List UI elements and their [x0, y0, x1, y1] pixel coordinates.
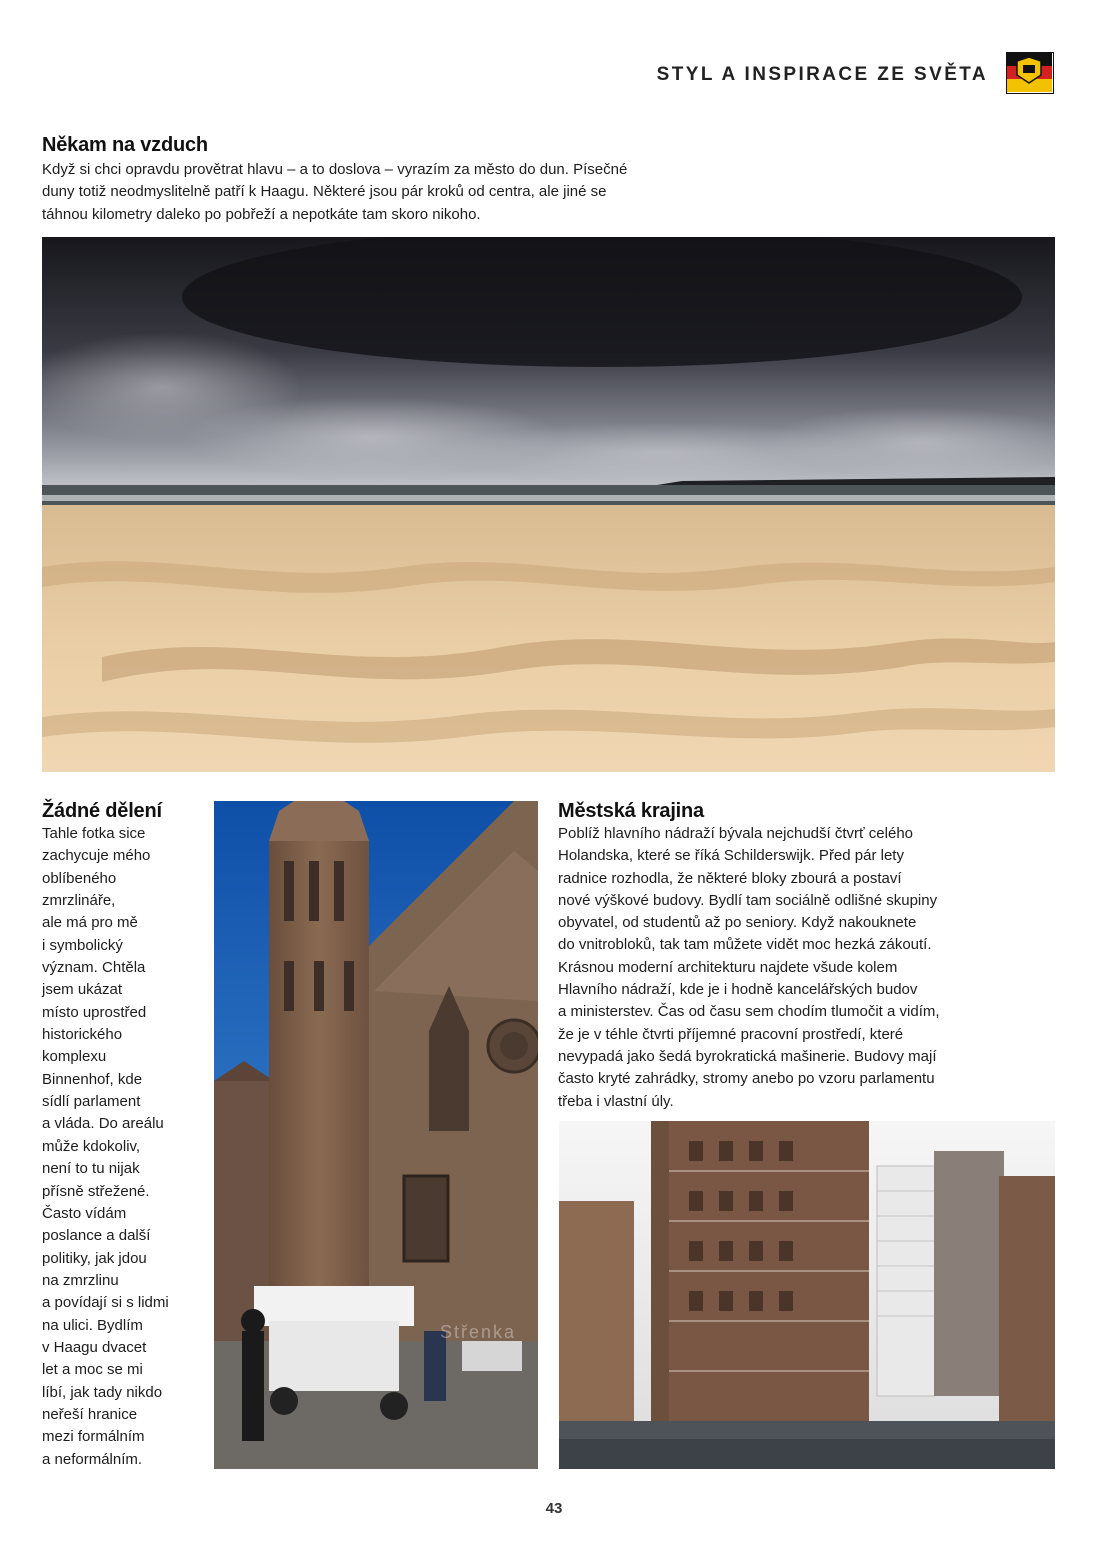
text-line: komplexu [42, 1048, 107, 1066]
text-line: může kdokoliv, [42, 1137, 141, 1155]
binnenhof-photo [214, 801, 538, 1469]
text-line: do vnitrobloků, tak tam můžete vidět moc hezká zákoutí. [558, 936, 932, 954]
text-line: Když si chci opravdu provětrat hlavu – a to doslova – vyrazím za město do dun. Písečné [42, 161, 628, 178]
text-line: nové výškové budovy. Bydlí tam sociálně odlišné skupiny [558, 891, 938, 909]
text-line: politiky, jak jdou [42, 1249, 147, 1267]
text-line: Krásnou moderní architekturu najdete všude kolem [558, 958, 898, 976]
article-paragraph [42, 823, 210, 1471]
article-paragraph [42, 159, 822, 226]
article-top [42, 134, 822, 226]
text-line: a ministerstev. Čas od času sem chodím tlumočit a vidím, [558, 1003, 940, 1021]
text-line: Binnenhof, kde [42, 1070, 143, 1088]
text-line: ale má pro mě [42, 914, 138, 932]
text-line: Tahle fotka sice [42, 825, 146, 842]
text-line: přísně střežené. [42, 1182, 150, 1200]
text-line: zachycuje mého [42, 847, 151, 865]
text-line: líbí, jak tady nikdo [42, 1383, 163, 1401]
beach-dunes-photo [42, 237, 1055, 772]
article-paragraph [558, 823, 1058, 1113]
page-number: 43 [545, 1500, 563, 1517]
text-line: oblíbeného [42, 869, 117, 887]
text-line: obyvatel, od studentů až po seniory. Když nakouknete [558, 914, 917, 932]
text-line: zmrzlináře, [42, 892, 116, 910]
article-right [558, 800, 1058, 1113]
text-line: a vláda. Do areálu [42, 1115, 164, 1133]
text-line: duny totiž neodmyslitelně patří k Haagu. Některé jsou pár kroků od centra, ale jiné se [42, 183, 607, 201]
article-heading: Někam na vzduch [42, 134, 208, 156]
text-line: místo uprostřed [42, 1003, 147, 1021]
article-heading: Městská krajina [558, 800, 704, 822]
article-heading: Žádné dělení [42, 800, 162, 822]
flag-emblem-icon [1006, 52, 1054, 94]
text-line: Holandska, které se říká Schilderswijk. Před pár lety [558, 847, 904, 865]
text-line: let a moc se mi [42, 1361, 143, 1379]
text-line: jsem ukázat [42, 981, 123, 999]
watermark-text: Střenka [440, 1322, 517, 1342]
text-line: a povídají si s lidmi [42, 1294, 169, 1312]
text-line: že je v téhle čtvrti příjemné pracovní prostředí, které [558, 1025, 904, 1043]
text-line: Hlavního nádraží, kde je i hodně kancelářských budov [558, 981, 918, 999]
text-line: význam. Chtěla [42, 959, 146, 977]
section-title: STYL A INSPIRACE ZE SVĚTA [656, 64, 988, 85]
text-line: na ulici. Bydlím [42, 1316, 143, 1334]
text-line: není to tu nijak [42, 1160, 140, 1178]
text-line: mezi formálním [42, 1428, 145, 1446]
text-line: radnice rozhodla, že některé bloky zbourá a postaví [558, 869, 902, 887]
text-line: sídlí parlament [42, 1093, 141, 1111]
text-line: poslance a další [42, 1227, 151, 1245]
city-buildings-photo [559, 1121, 1055, 1469]
text-line: Často vídám [42, 1204, 127, 1222]
text-line: a neformálním. [42, 1450, 143, 1468]
text-line: v Haagu dvacet [42, 1338, 147, 1356]
article-left [42, 800, 210, 1471]
text-line: často kryté zahrádky, stromy anebo po vzoru parlamentu [558, 1070, 935, 1088]
text-line: neřeší hranice [42, 1405, 138, 1423]
text-line: na zmrzlinu [42, 1271, 119, 1289]
text-line: nevypadá jako šedá byrokratická mašinerie. Budovy mají [558, 1047, 937, 1065]
text-line: historického [42, 1026, 123, 1044]
text-line: třeba i vlastní úly. [558, 1092, 674, 1110]
text-line: Poblíž hlavního nádraží bývala nejchudší čtvrť celého [558, 825, 913, 842]
text-line: i symbolický [42, 936, 123, 954]
text-line: táhnou kilometry daleko po pobřeží a nepotkáte tam skoro nikoho. [42, 205, 481, 223]
